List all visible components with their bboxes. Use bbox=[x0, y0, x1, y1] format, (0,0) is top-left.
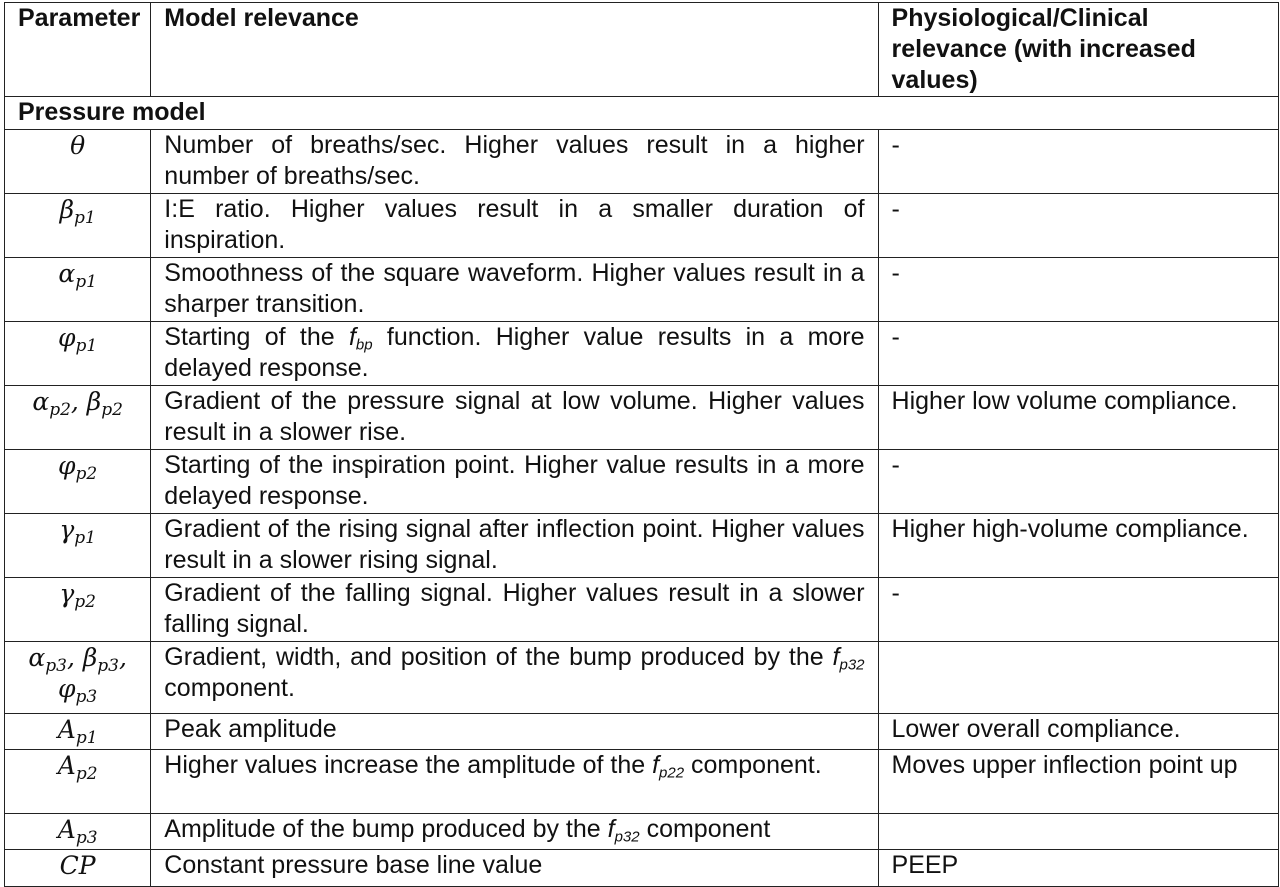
param-symbol: $\alpha_{p3}$, $\beta_{p3}$, $\varphi_{p3}$ bbox=[5, 642, 151, 714]
model-relevance: Peak amplitude bbox=[151, 714, 878, 750]
table-row bbox=[5, 850, 1279, 887]
model-text-pre: Amplitude of the bump produced by the bbox=[164, 815, 601, 843]
clinical-relevance: PEEP bbox=[878, 850, 1278, 887]
param-symbol: $A_{p3}$ bbox=[5, 814, 151, 850]
table-row bbox=[5, 642, 1279, 714]
table-row bbox=[5, 714, 1279, 750]
clinical-relevance: Higher low volume compliance. bbox=[878, 386, 1278, 450]
model-text-post: function. Higher value results in a more delayed response. bbox=[164, 323, 865, 382]
param-symbol: $\alpha_{p2}$, $\beta_{p2}$ bbox=[5, 386, 151, 450]
clinical-relevance: - bbox=[878, 194, 1278, 258]
table-row bbox=[5, 386, 1279, 450]
table-row bbox=[5, 194, 1279, 258]
function-name: $f_{p22}$ bbox=[652, 751, 685, 782]
table-row bbox=[5, 514, 1279, 578]
model-relevance: I:E ratio. Higher values result in a smaller duration of inspiration. bbox=[151, 194, 878, 258]
header-clinical-relevance: Physiological/Clinical relevance (with increased values) bbox=[878, 3, 1278, 97]
param-symbol: $\varphi_{p1}$ bbox=[5, 322, 151, 386]
model-relevance: Gradient of the pressure signal at low volume. Higher values result in a slower rise. bbox=[151, 386, 878, 450]
model-text-post: component bbox=[646, 815, 771, 843]
function-name: $f_{bp}$ bbox=[348, 323, 373, 354]
table-row bbox=[5, 578, 1279, 642]
table-row bbox=[5, 450, 1279, 514]
param-symbol: $\gamma_{p1}$ bbox=[5, 514, 151, 578]
header-model-relevance: Model relevance bbox=[151, 3, 878, 97]
table-row bbox=[5, 258, 1279, 322]
clinical-relevance: - bbox=[878, 130, 1278, 194]
clinical-relevance: - bbox=[878, 450, 1278, 514]
model-relevance bbox=[151, 322, 878, 386]
clinical-relevance: Higher high-volume compliance. bbox=[878, 514, 1278, 578]
header-row bbox=[5, 3, 1279, 97]
clinical-relevance: - bbox=[878, 258, 1278, 322]
parameter-table bbox=[4, 2, 1279, 887]
clinical-relevance bbox=[878, 642, 1278, 714]
table-row bbox=[5, 130, 1279, 194]
clinical-relevance: - bbox=[878, 578, 1278, 642]
param-symbol: $A_{p2}$ bbox=[5, 750, 151, 814]
section-title: Pressure model bbox=[5, 97, 1279, 130]
model-relevance: Constant pressure base line value bbox=[151, 850, 878, 887]
param-symbol: CP bbox=[5, 850, 151, 887]
clinical-relevance: - bbox=[878, 322, 1278, 386]
model-relevance: Smoothness of the square waveform. Higher values result in a sharper transition. bbox=[151, 258, 878, 322]
model-relevance: Number of breaths/sec. Higher values result in a higher number of breaths/sec. bbox=[151, 130, 878, 194]
section-row bbox=[5, 97, 1279, 130]
param-symbol: θ bbox=[5, 130, 151, 194]
param-symbol: $\varphi_{p2}$ bbox=[5, 450, 151, 514]
model-text-pre: Starting of the bbox=[164, 323, 335, 351]
param-symbol: $\gamma_{p2}$ bbox=[5, 578, 151, 642]
function-name: $f_{p32}$ bbox=[607, 815, 640, 846]
model-relevance bbox=[151, 814, 878, 850]
table-row bbox=[5, 322, 1279, 386]
clinical-relevance bbox=[878, 814, 1278, 850]
param-symbol: $\alpha_{p1}$ bbox=[5, 258, 151, 322]
function-name: $f_{p32}$ bbox=[832, 643, 865, 674]
table-row bbox=[5, 750, 1279, 814]
clinical-relevance: Moves upper inflection point up bbox=[878, 750, 1278, 814]
model-text-pre: Gradient, width, and position of the bump produced by the bbox=[164, 643, 824, 671]
model-relevance bbox=[151, 642, 878, 714]
model-text-post: component. bbox=[164, 674, 295, 702]
table-row bbox=[5, 814, 1279, 850]
header-parameter: Parameter bbox=[5, 3, 151, 97]
clinical-relevance: Lower overall compliance. bbox=[878, 714, 1278, 750]
param-symbol: $A_{p1}$ bbox=[5, 714, 151, 750]
param-symbol: $\beta_{p1}$ bbox=[5, 194, 151, 258]
model-relevance: Gradient of the falling signal. Higher values result in a slower falling signal. bbox=[151, 578, 878, 642]
model-text-pre: Higher values increase the amplitude of the bbox=[164, 751, 646, 779]
model-relevance bbox=[151, 750, 878, 814]
model-text-post: component. bbox=[691, 751, 822, 779]
model-relevance: Gradient of the rising signal after inflection point. Higher values result in a slower rising signal. bbox=[151, 514, 878, 578]
model-relevance: Starting of the inspiration point. Higher value results in a more delayed response. bbox=[151, 450, 878, 514]
